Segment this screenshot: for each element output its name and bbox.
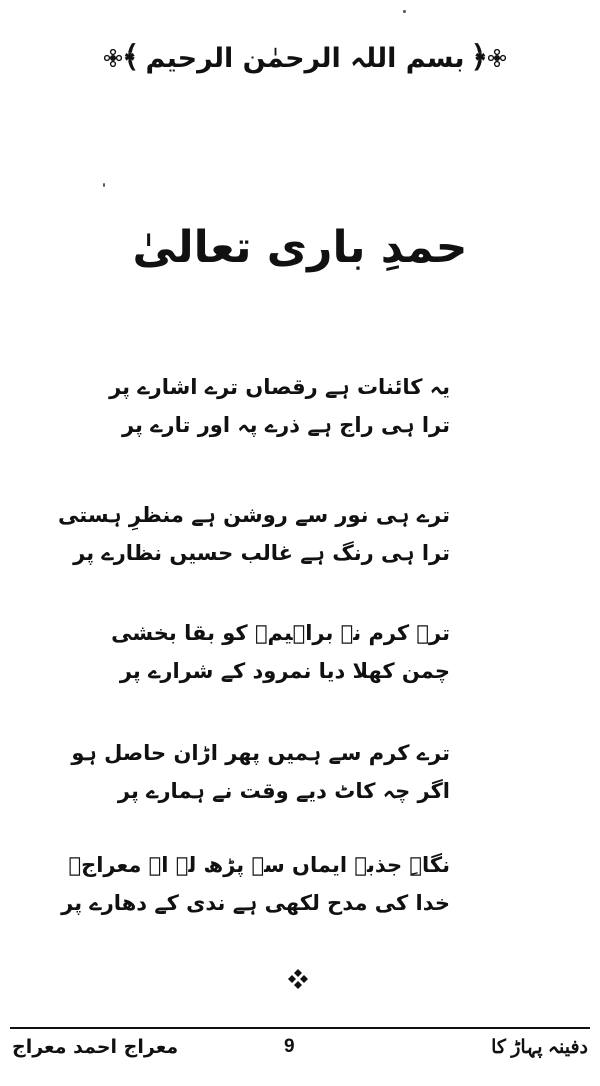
bismillah-header xyxy=(121,28,489,88)
footer-divider xyxy=(10,1027,590,1029)
poem-line: اگر چہ کاٹ دیے وقت نے ہمارے پر xyxy=(117,779,450,803)
poem-stanza xyxy=(109,368,450,444)
poem-line: ترے کرم سے ہمیں پھر اڑان حاصل ہو xyxy=(71,741,450,765)
poem-line: ترا ہی رنگ ہے غالب حسیں نظارے پر xyxy=(73,541,450,565)
ornate-bracket-right: ﴿ xyxy=(470,40,489,75)
poem-line: ترے کرم نے براہیمؑ کو بقا بخشی xyxy=(111,621,450,645)
poem-line: ترا ہی راج ہے ذرے پہ اور تارے پر xyxy=(121,413,450,437)
poem-stanza xyxy=(71,734,450,810)
ornate-bracket-left: ﴾ xyxy=(121,40,140,75)
poem-title: حمدِ باری تعالیٰ xyxy=(132,222,468,273)
page-number: 9 xyxy=(284,1036,295,1057)
poem-stanza xyxy=(58,496,450,572)
book-title: دفینہ پہاڑ کا xyxy=(491,1037,588,1058)
poem-line: چمن کھلا دیا نمرود کے شرارے پر xyxy=(119,659,450,683)
flower-ornament-icon xyxy=(488,49,506,67)
poem-line: ترے ہی نور سے روشن ہے منظرِ ہستی xyxy=(58,503,450,527)
diamond-ornament-icon xyxy=(287,968,309,990)
scan-speck xyxy=(403,10,406,13)
flower-ornament-icon xyxy=(104,49,122,67)
author-name: معراج احمد معراج xyxy=(12,1036,179,1058)
bismillah-text: بسم اللہ الرحمٰن الرحیم xyxy=(145,42,465,74)
page-footer xyxy=(0,1034,600,1074)
poem-stanza xyxy=(61,846,450,922)
poem-stanza xyxy=(111,614,450,690)
poem-line: یہ کائنات ہے رقصاں ترے اشارے پر xyxy=(109,375,450,399)
scan-speck xyxy=(103,183,105,187)
poem-line: نگاہِ جذبۂ ایماں سے پڑھ لے اے معراجؔ xyxy=(68,853,450,877)
poem-line: خدا کی مدح لکھی ہے ندی کے دھارے پر xyxy=(61,891,450,915)
